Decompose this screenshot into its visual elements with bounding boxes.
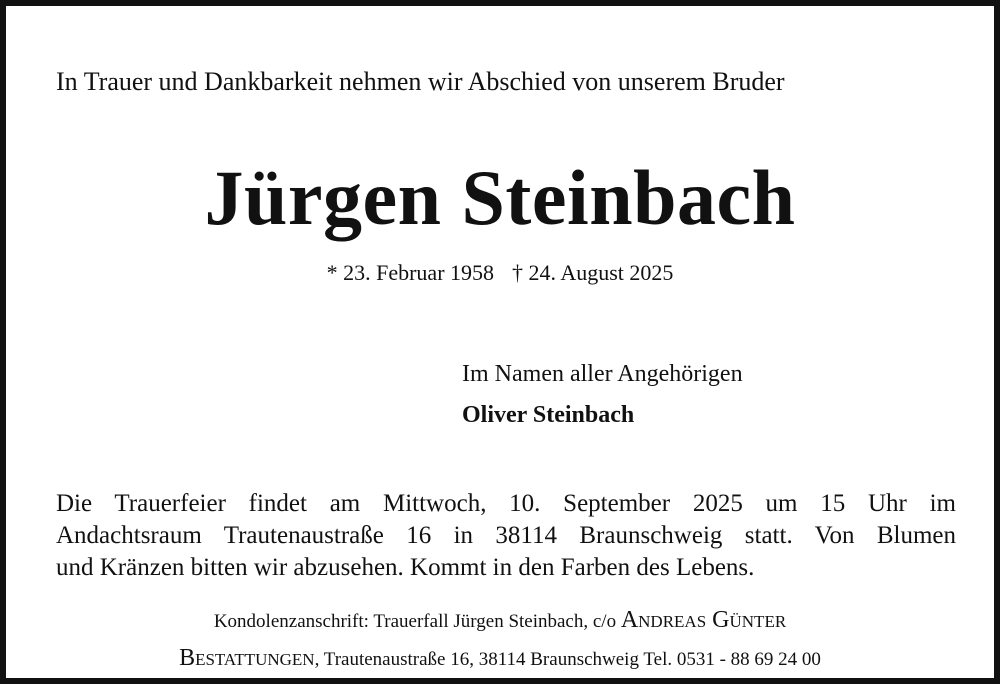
condolence-address	[6, 602, 994, 678]
deceased-name: Jürgen Steinbach	[204, 154, 796, 241]
death-date: † 24. August 2025	[512, 260, 674, 285]
mourners-line: Im Namen aller Angehörigen	[462, 361, 743, 387]
life-dates	[6, 258, 994, 288]
ceremony-text	[56, 488, 956, 584]
funeral-home-type: Bestattungen	[179, 645, 315, 671]
birth-date: * 23. Februar 1958	[326, 260, 495, 285]
ceremony-line: und Kränzen bitten wir abzusehen. Kommt in den Farben des Lebens.	[56, 554, 755, 581]
ceremony-line: Die Trauerfeier findet am Mittwoch, 10. September 2025 um 15 Uhr im	[56, 490, 956, 517]
ceremony-line: Andachtsraum Trautenaustraße 16 in 38114 Braunschweig statt. Von Blumen	[56, 522, 956, 549]
mourner-name: Oliver Steinbach	[462, 402, 635, 428]
intro-text: In Trauer und Dankbarkeit nehmen wir Abschied von unserem Bruder	[56, 67, 785, 96]
mourners-block	[462, 358, 962, 430]
funeral-home-name: Andreas Günter	[620, 607, 787, 633]
condolence-prefix: Kondolenzanschrift: Trauerfall Jürgen Steinbach, c/o	[213, 611, 617, 632]
condolence-address-details: , Trautenaustraße 16, 38114 Braunschweig Tel. 0531 - 88 69 24 00	[314, 649, 821, 670]
